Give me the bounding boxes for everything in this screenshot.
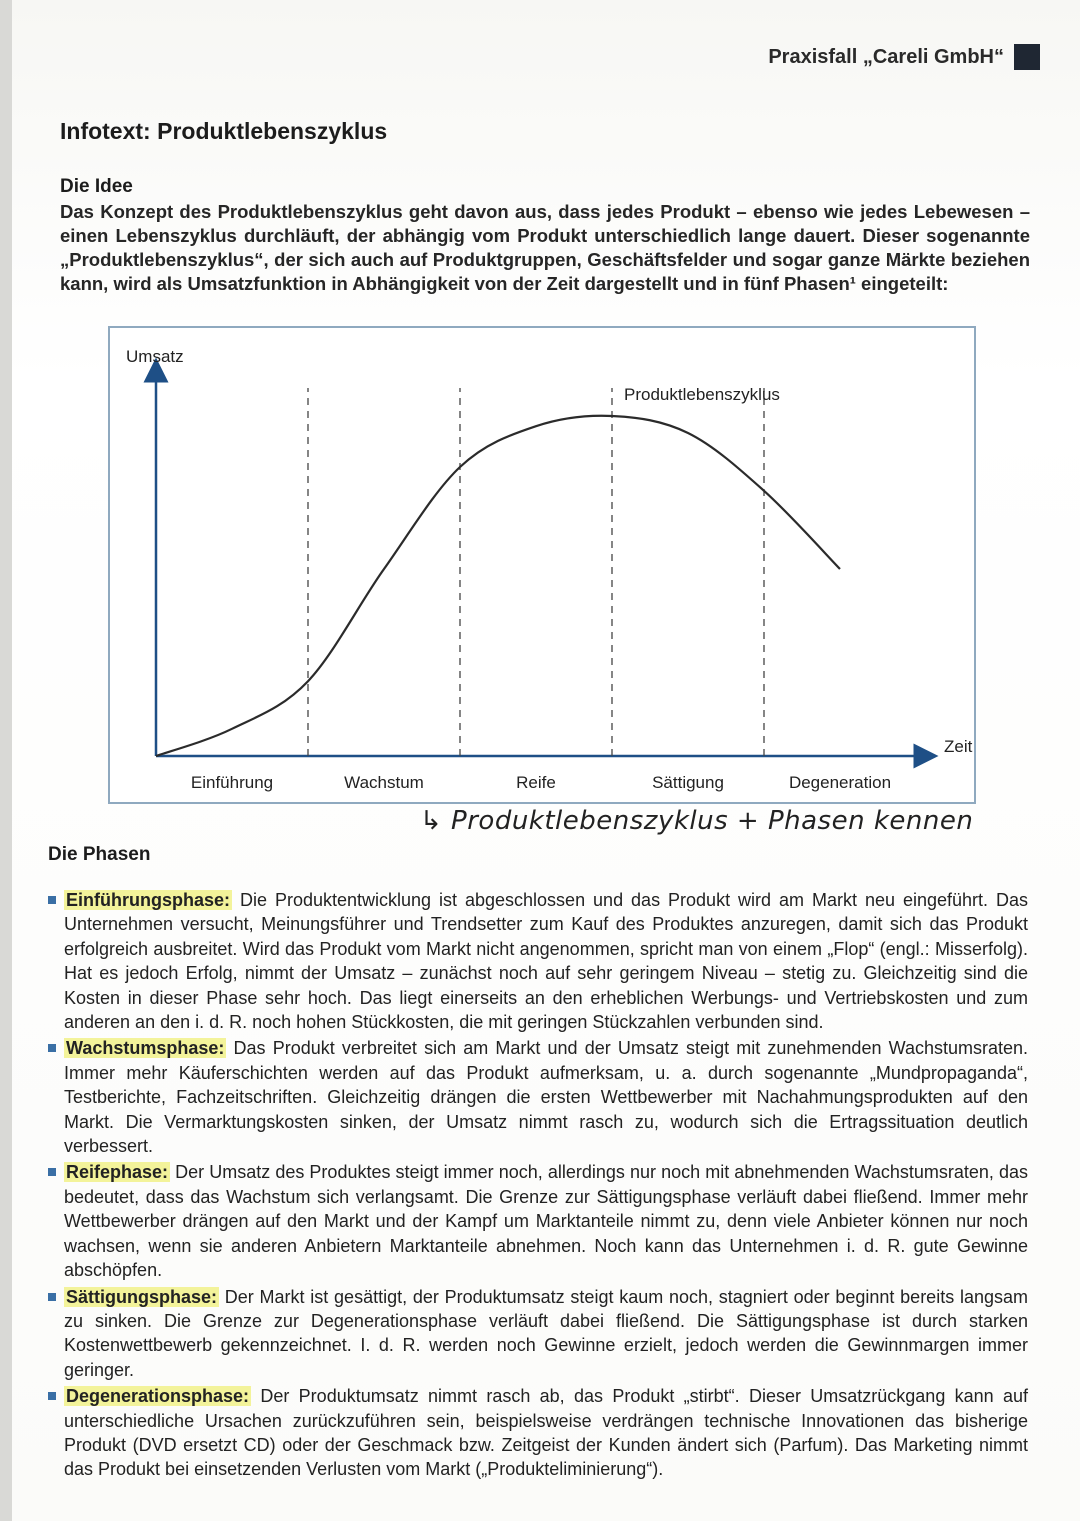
phase-label: Degeneration: [788, 773, 892, 792]
phase-name: Sättigungsphase:: [66, 1286, 218, 1307]
bullet-icon: [48, 1044, 56, 1052]
phases-heading: Die Phasen: [48, 844, 151, 865]
phase-item-degeneration: [48, 1384, 1028, 1482]
case-title: Praxisfall „Careli GmbH“: [768, 45, 1004, 68]
phase-label: Wachstum: [344, 773, 424, 792]
bullet-icon: [48, 896, 56, 904]
lifecycle-curve: [156, 416, 840, 756]
bullet-icon: [48, 1392, 56, 1400]
idea-heading: Die Idee: [60, 176, 133, 197]
phase-description: Der Umsatz des Produktes steigt immer noch, allerdings nur noch mit abnehmenden Wachstumsraten, das bedeutet, dass das Wachstum sich verlangsamt. Die Grenze zur Sättigungsphase verläuft dabei fließend. Immer mehr Wettbewerber drängen auf den Markt und der Kampf um Marktanteile nimmt zu, denn viele Anbieter können nur noch wachsen, wenn sie anderen Anbietern Marktanteile abnehmen. Noch kann das Unternehmen i. d. R. gute Gewinne abschöpfen.: [64, 1162, 1028, 1281]
phase-label: Reife: [516, 773, 556, 792]
phase-name: Einführungsphase:: [66, 890, 231, 910]
handwritten-note: ↳ Produktlebenszyklus + Phasen kennen: [420, 806, 974, 836]
chart-title: Produktlebenszyklus: [624, 385, 780, 404]
page-header: [768, 44, 1040, 70]
document-title: Infotext: Produktlebenszyklus: [60, 118, 388, 144]
page-edge-shadow: [0, 0, 12, 1521]
bullet-icon: [48, 1168, 56, 1176]
bullet-icon: [48, 1293, 56, 1301]
phase-item-saettigung: [48, 1285, 1028, 1383]
phases-list: [48, 888, 1028, 1484]
phase-label: Einführung: [190, 773, 274, 792]
phase-description: Die Produktentwicklung ist abgeschlossen und das Produkt wird am Markt neu eingeführt. Das Unternehmen versucht, Meinungsführer und Trendsetter zum Kauf des Produktes anzuregen, damit sich das Produkt erfolgreich ausbreitet. Wird das Produkt vom Markt nicht angenommen, spricht man von einem „Flop“ (engl.: Misserfolg). Hat es jedoch Erfolg, nimmt der Umsatz – zunächst noch auf sehr geringem Niveau – stetig zu. Gleichzeitig sind die Kosten in dieser Phase sehr hoch. Das liegt einerseits an den erheblichen Werbungs- und Vertriebskosten und zum anderen an den i. d. R. noch hohen Stückkosten, die mit geringen Stückzahlen verbunden sind.: [64, 890, 1028, 1033]
x-axis-label: Zeit: [944, 737, 973, 756]
phase-description: Der Produktumsatz nimmt rasch ab, das Produkt „stirbt“. Dieser Umsatzrückgang kann auf unterschiedliche Ursachen zurückzuführen sein, beispielsweise verdrängen technische Innovationen das bisherige Produkt (DVD ersetzt CD) oder der Geschmack bzw. Zeitgeist der Kunden ändert sich (Parfum). Das Marketing nimmt das Produkt bei einsetzenden Verlusten vom Markt („Produkteliminierung“).: [64, 1386, 1028, 1480]
chart-svg: [110, 328, 974, 802]
y-axis-label: Umsatz: [126, 347, 184, 366]
phase-item-reife: [48, 1160, 1028, 1282]
phase-name: Reifephase:: [66, 1162, 169, 1183]
phase-description: Der Markt ist gesättigt, der Produktumsatz steigt kaum noch, stagniert oder beginnt bereits langsam zu sinken. Die Grenze zur Degenerationsphase verläuft dabei fließend. Die Sättigungsphase ist durch starken Kostenwettbewerb gekennzeichnet. I. d. R. werden noch Gewinne erzielt, jedoch werden die Gewinnmargen immer geringer.: [64, 1286, 1028, 1380]
idea-text: Das Konzept des Produktlebenszyklus geht davon aus, dass jedes Produkt – ebenso wie jedes Lebewesen – einen Lebenszyklus durchläuft, der abhängig vom Produkt unterschiedlich lange dauert. Dieser sogenannte „Produktlebenszyklus“, der sich auch auf Produktgruppen, Geschäftsfelder und sogar ganze Märkte beziehen kann, wird als Umsatzfunktion in Abhängigkeit von der Zeit dargestellt und in fünf Phasen¹ eingeteilt:: [60, 201, 1030, 294]
phase-name: Degenerationsphase:: [66, 1386, 250, 1407]
lifecycle-chart: [108, 326, 976, 804]
header-square-icon: [1014, 44, 1040, 70]
phase-item-einfuehrung: [48, 888, 1028, 1034]
phase-name: Wachstumsphase:: [66, 1038, 225, 1059]
phase-label: Sättigung: [652, 773, 724, 792]
phase-item-wachstum: [48, 1036, 1028, 1158]
phase-description: Das Produkt verbreitet sich am Markt und der Umsatz steigt mit zunehmenden Wachstumsraten. Immer mehr Käuferschichten werden auf das Produkt aufmerksam, u. a. durch sogenannte „Mundpropaganda“, Testberichte, Fachzeitschriften. Gleichzeitig drängen die ersten Wettbewerber mit Nachahmungsprodukten auf den Markt. Die Vermarktungskosten sinken, der Umsatz nimmt rasch zu, wodurch sich die Ertragssituation deutlich verbessert.: [64, 1038, 1028, 1157]
